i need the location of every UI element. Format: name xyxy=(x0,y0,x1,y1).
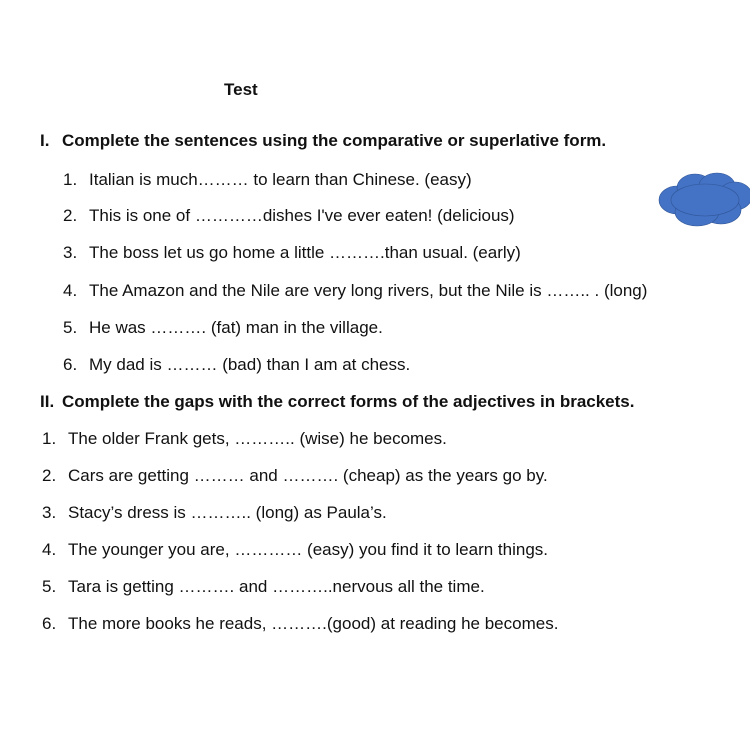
list-item xyxy=(63,355,410,375)
section-2-number: II. xyxy=(40,392,55,411)
list-item-text: The boss let us go home a little ……….than usual. (early) xyxy=(89,243,521,262)
section-1-heading xyxy=(40,131,606,151)
list-item-number: 6. xyxy=(42,614,57,633)
list-item-text: The Amazon and the Nile are very long rivers, but the Nile is …….. . (long) xyxy=(89,281,648,300)
list-item xyxy=(63,243,521,263)
list-item-text: He was ………. (fat) man in the village. xyxy=(89,318,383,337)
list-item-text: This is one of …………dishes I've ever eaten! (delicious) xyxy=(89,206,515,225)
cloud-shape xyxy=(659,173,750,226)
list-item-number: 1. xyxy=(42,429,57,448)
list-item-number: 4. xyxy=(63,281,78,300)
page-title: Test xyxy=(224,80,258,99)
list-item xyxy=(63,318,383,338)
section-2-heading xyxy=(40,392,634,412)
section-1-heading-text: Complete the sentences using the comparative or superlative form. xyxy=(62,131,607,150)
list-item xyxy=(63,206,515,226)
list-item-number: 3. xyxy=(42,503,57,522)
list-item xyxy=(63,281,647,301)
list-item-text: The older Frank gets, ……….. (wise) he becomes. xyxy=(68,429,447,448)
list-item-text: The more books he reads, ……….(good) at reading he becomes. xyxy=(68,614,559,633)
list-item xyxy=(42,429,447,449)
list-item-number: 4. xyxy=(42,540,57,559)
list-item-number: 2. xyxy=(63,206,78,225)
list-item-number: 2. xyxy=(42,466,57,485)
section-2-heading-text: Complete the gaps with the correct forms of the adjectives in brackets. xyxy=(62,392,635,411)
list-item-text: Stacy’s dress is ……….. (long) as Paula’s. xyxy=(68,503,387,522)
list-item-number: 5. xyxy=(42,577,57,596)
cloud-icon xyxy=(655,168,750,230)
list-item-text: Cars are getting ……… and ………. (cheap) as the years go by. xyxy=(68,466,548,485)
list-item xyxy=(42,466,548,486)
list-item xyxy=(42,503,387,523)
list-item-number: 3. xyxy=(63,243,78,262)
list-item-text: The younger you are, ………… (easy) you find it to learn things. xyxy=(68,540,549,559)
list-item xyxy=(42,614,558,634)
list-item-text: My dad is ……… (bad) than I am at chess. xyxy=(89,355,411,374)
list-item xyxy=(42,540,548,560)
list-item-text: Italian is much……… to learn than Chinese. (easy) xyxy=(89,170,472,189)
list-item xyxy=(63,170,472,190)
list-item-number: 6. xyxy=(63,355,78,374)
list-item-text: Tara is getting ………. and ………..nervous all the time. xyxy=(68,577,485,596)
list-item xyxy=(42,577,485,597)
section-1-number: I. xyxy=(40,131,50,150)
list-item-number: 1. xyxy=(63,170,78,189)
list-item-number: 5. xyxy=(63,318,78,337)
